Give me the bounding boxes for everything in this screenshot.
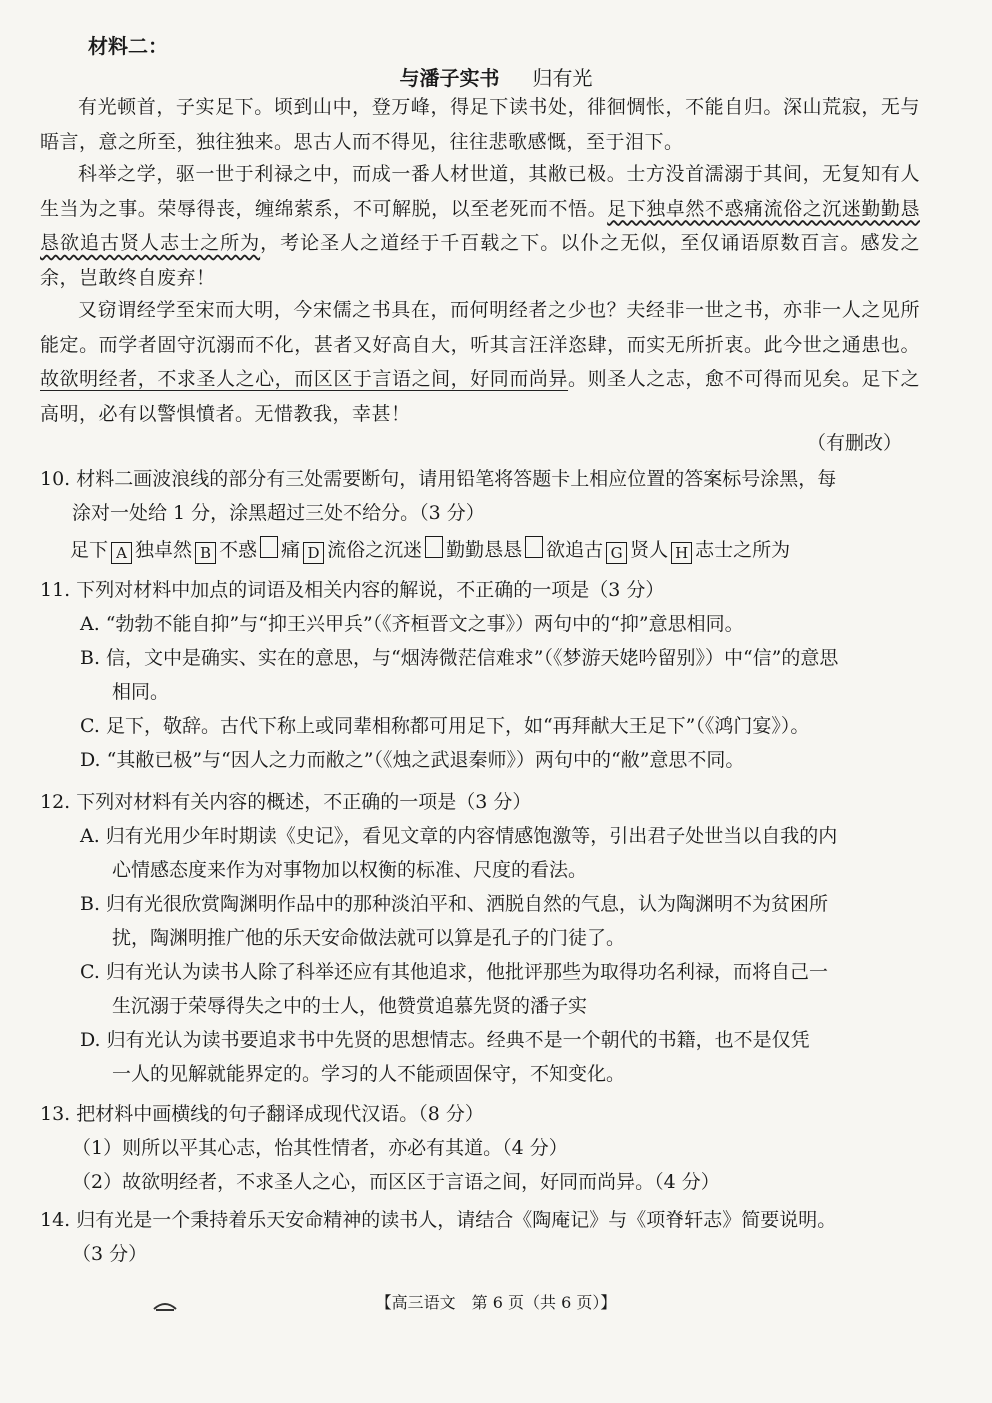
question-stem: 13. 把材料中画横线的句子翻译成现代汉语。（8 分） bbox=[40, 1103, 484, 1125]
text-segment: 勤勤恳恳 bbox=[446, 539, 523, 561]
paragraph-segment: 。则圣人之志，愈不可得而见矣。足下之高明，必有以警惧憤者。无惜教我，幸甚！ bbox=[40, 368, 920, 425]
text-segment: 志士之所为 bbox=[695, 539, 791, 561]
answer-box-g[interactable]: G bbox=[606, 542, 627, 564]
option-c-cont: 生沉溺于荣辱得失之中的士人，他赞赏追慕先贤的潘子实 bbox=[112, 995, 588, 1017]
option-d[interactable]: D. 归有光认为读书要追求书中先贤的思想情志。经典不是一个朝代的书籍，也不是仅凭 bbox=[80, 1029, 810, 1051]
sentence-1: （1）则所以平其心志，怡其性情者，亦必有其道。（4 分） bbox=[72, 1137, 568, 1159]
passage-title: 与潘子实书 bbox=[399, 66, 500, 90]
passage-author: 归有光 bbox=[532, 66, 593, 90]
passage-paragraph-2 bbox=[40, 157, 920, 295]
paragraph-segment: 科举之学，驱一世于利禄之中，而成一番人材世道，其敝已极。士方没首濡溺于其间，无复知有人生当为之事。荣辱得丧，缠绵萦系，不可解脱，以至老死而不悟。 bbox=[40, 163, 920, 220]
answer-box-h[interactable]: H bbox=[671, 542, 692, 564]
passage-title-line bbox=[0, 62, 992, 91]
option-d[interactable]: D. “其敝已极”与“因人之力而敝之”（《烛之武退秦师》）两句中的“敝”意思不同。 bbox=[80, 749, 745, 771]
option-a-cont: 心情感态度来作为对事物加以权衡的标准、尺度的看法。 bbox=[112, 859, 588, 881]
material-label: 材料二： bbox=[88, 34, 168, 58]
text-segment: 流俗之沉迷 bbox=[327, 539, 423, 561]
text-segment: 贤人 bbox=[630, 539, 669, 561]
answer-box-d[interactable]: D bbox=[303, 542, 324, 564]
option-b[interactable]: B. 归有光很欣赏陶渊明作品中的那种淡泊平和、洒脱自然的气息，认为陶渊明不为贫困所 bbox=[80, 893, 829, 915]
option-a[interactable]: A. “勃勃不能自抑”与“抑王兴甲兵”（《齐桓晋文之事》）两句中的“抑”意思相同。 bbox=[80, 613, 744, 635]
underlined-sentence: 故欲明经者，不求圣人之心，而区区于言语之间，好同而尚异 bbox=[40, 368, 569, 390]
text-segment: 不惑 bbox=[219, 539, 258, 561]
question-stem: 14. 归有光是一个秉持着乐天安命精神的读书人，请结合《陶庵记》与《项脊轩志》简要说明。 bbox=[40, 1209, 837, 1231]
option-b-cont: 相同。 bbox=[112, 681, 170, 703]
question-stem: 12. 下列对材料有关内容的概述，不正确的一项是（3 分） bbox=[40, 791, 532, 813]
answer-box-b[interactable]: B bbox=[195, 542, 216, 564]
paragraph-segment: 又窃谓经学至宋而大明，今宋儒之书具在，而何明经者之少也？夫经非一世之书，亦非一人之见所能定。而学者固守沉溺而不化，甚者又好高自大，听其言汪洋恣肆，而实无所折衷。此今世之通患也。 bbox=[40, 299, 920, 356]
page-footer: 【高三语文 第 6 页（共 6 页）】 bbox=[375, 1293, 617, 1312]
paragraph-text: 有光顿首，子实足下。顷到山中，登万峰，得足下读书处，徘徊惆怅，不能自归。深山荒寂，无与晤言，意之所至，独往独来。思古人而不得见，往往悲歌感慨，至于泪下。 bbox=[40, 96, 920, 153]
question-stem: 10. 材料二画波浪线的部分有三处需要断句，请用铅笔将答题卡上相应位置的答案标号涂黑，每 bbox=[40, 468, 837, 490]
paragraph-segment: ，考论圣人之道经于千百载之下。以仆之无似，至仅诵语原数百言。感发之余，岂敢终自废弃！ bbox=[40, 232, 920, 289]
wavy-underlined-sentence: 足下独卓然不惑痛流俗之沉迷勤勤恳恳欲追古贤人志士之所为 bbox=[40, 197, 920, 254]
option-c[interactable]: C. 足下，敬辞。古代下称上或同辈相称都可用足下，如“再拜献大王足下”（《鸿门宴》）。 bbox=[80, 715, 810, 737]
passage-paragraph-3 bbox=[40, 293, 920, 431]
text-segment: 痛 bbox=[281, 539, 301, 561]
option-a[interactable]: A. 归有光用少年时期读《史记》，看见文章的内容情感饱激等，引出君子处世当以自我的内 bbox=[80, 825, 838, 847]
edit-note: （有删改） bbox=[806, 432, 902, 454]
question-stem: 11. 下列对材料中加点的词语及相关内容的解说，不正确的一项是（3 分） bbox=[40, 579, 665, 601]
question-14 bbox=[40, 1203, 920, 1271]
answer-box-f[interactable] bbox=[525, 536, 543, 558]
option-d-cont: 一人的见解就能界定的。学习的人不能顽固保守，不知变化。 bbox=[112, 1063, 626, 1085]
question-stem-cont: 涂对一处给 1 分，涂黑超过三处不给分。（3 分） bbox=[72, 502, 485, 524]
option-b[interactable]: B. 信，文中是确实、实在的意思，与“烟涛微茫信难求”（《梦游天姥吟留别》）中“信”的意思 bbox=[80, 647, 839, 669]
paragraph-text bbox=[40, 157, 920, 295]
question-12 bbox=[40, 785, 920, 1091]
text-segment: 足下 bbox=[70, 539, 109, 561]
passage-paragraph-1 bbox=[40, 90, 920, 159]
sentence-2: （2）故欲明经者，不求圣人之心，而区区于言语之间，好同而尚异。（4 分） bbox=[72, 1171, 720, 1193]
text-segment: 独卓然 bbox=[135, 539, 193, 561]
option-b-cont: 扰，陶渊明推广他的乐天安命做法就可以算是孔子的门徒了。 bbox=[112, 927, 626, 949]
text-segment: 欲追古 bbox=[546, 539, 604, 561]
option-c[interactable]: C. 归有光认为读书人除了科举还应有其他追求，他批评那些为取得功名利禄，而将自己一 bbox=[80, 961, 828, 983]
paragraph-text bbox=[40, 293, 920, 431]
sentence-break-options bbox=[70, 535, 790, 564]
answer-box-e[interactable] bbox=[425, 536, 443, 558]
answer-box-c[interactable] bbox=[260, 536, 278, 558]
question-11 bbox=[40, 573, 920, 777]
question-score: （3 分） bbox=[72, 1243, 148, 1265]
question-13 bbox=[40, 1097, 920, 1199]
answer-box-a[interactable]: A bbox=[111, 542, 132, 564]
question-10 bbox=[40, 462, 920, 530]
